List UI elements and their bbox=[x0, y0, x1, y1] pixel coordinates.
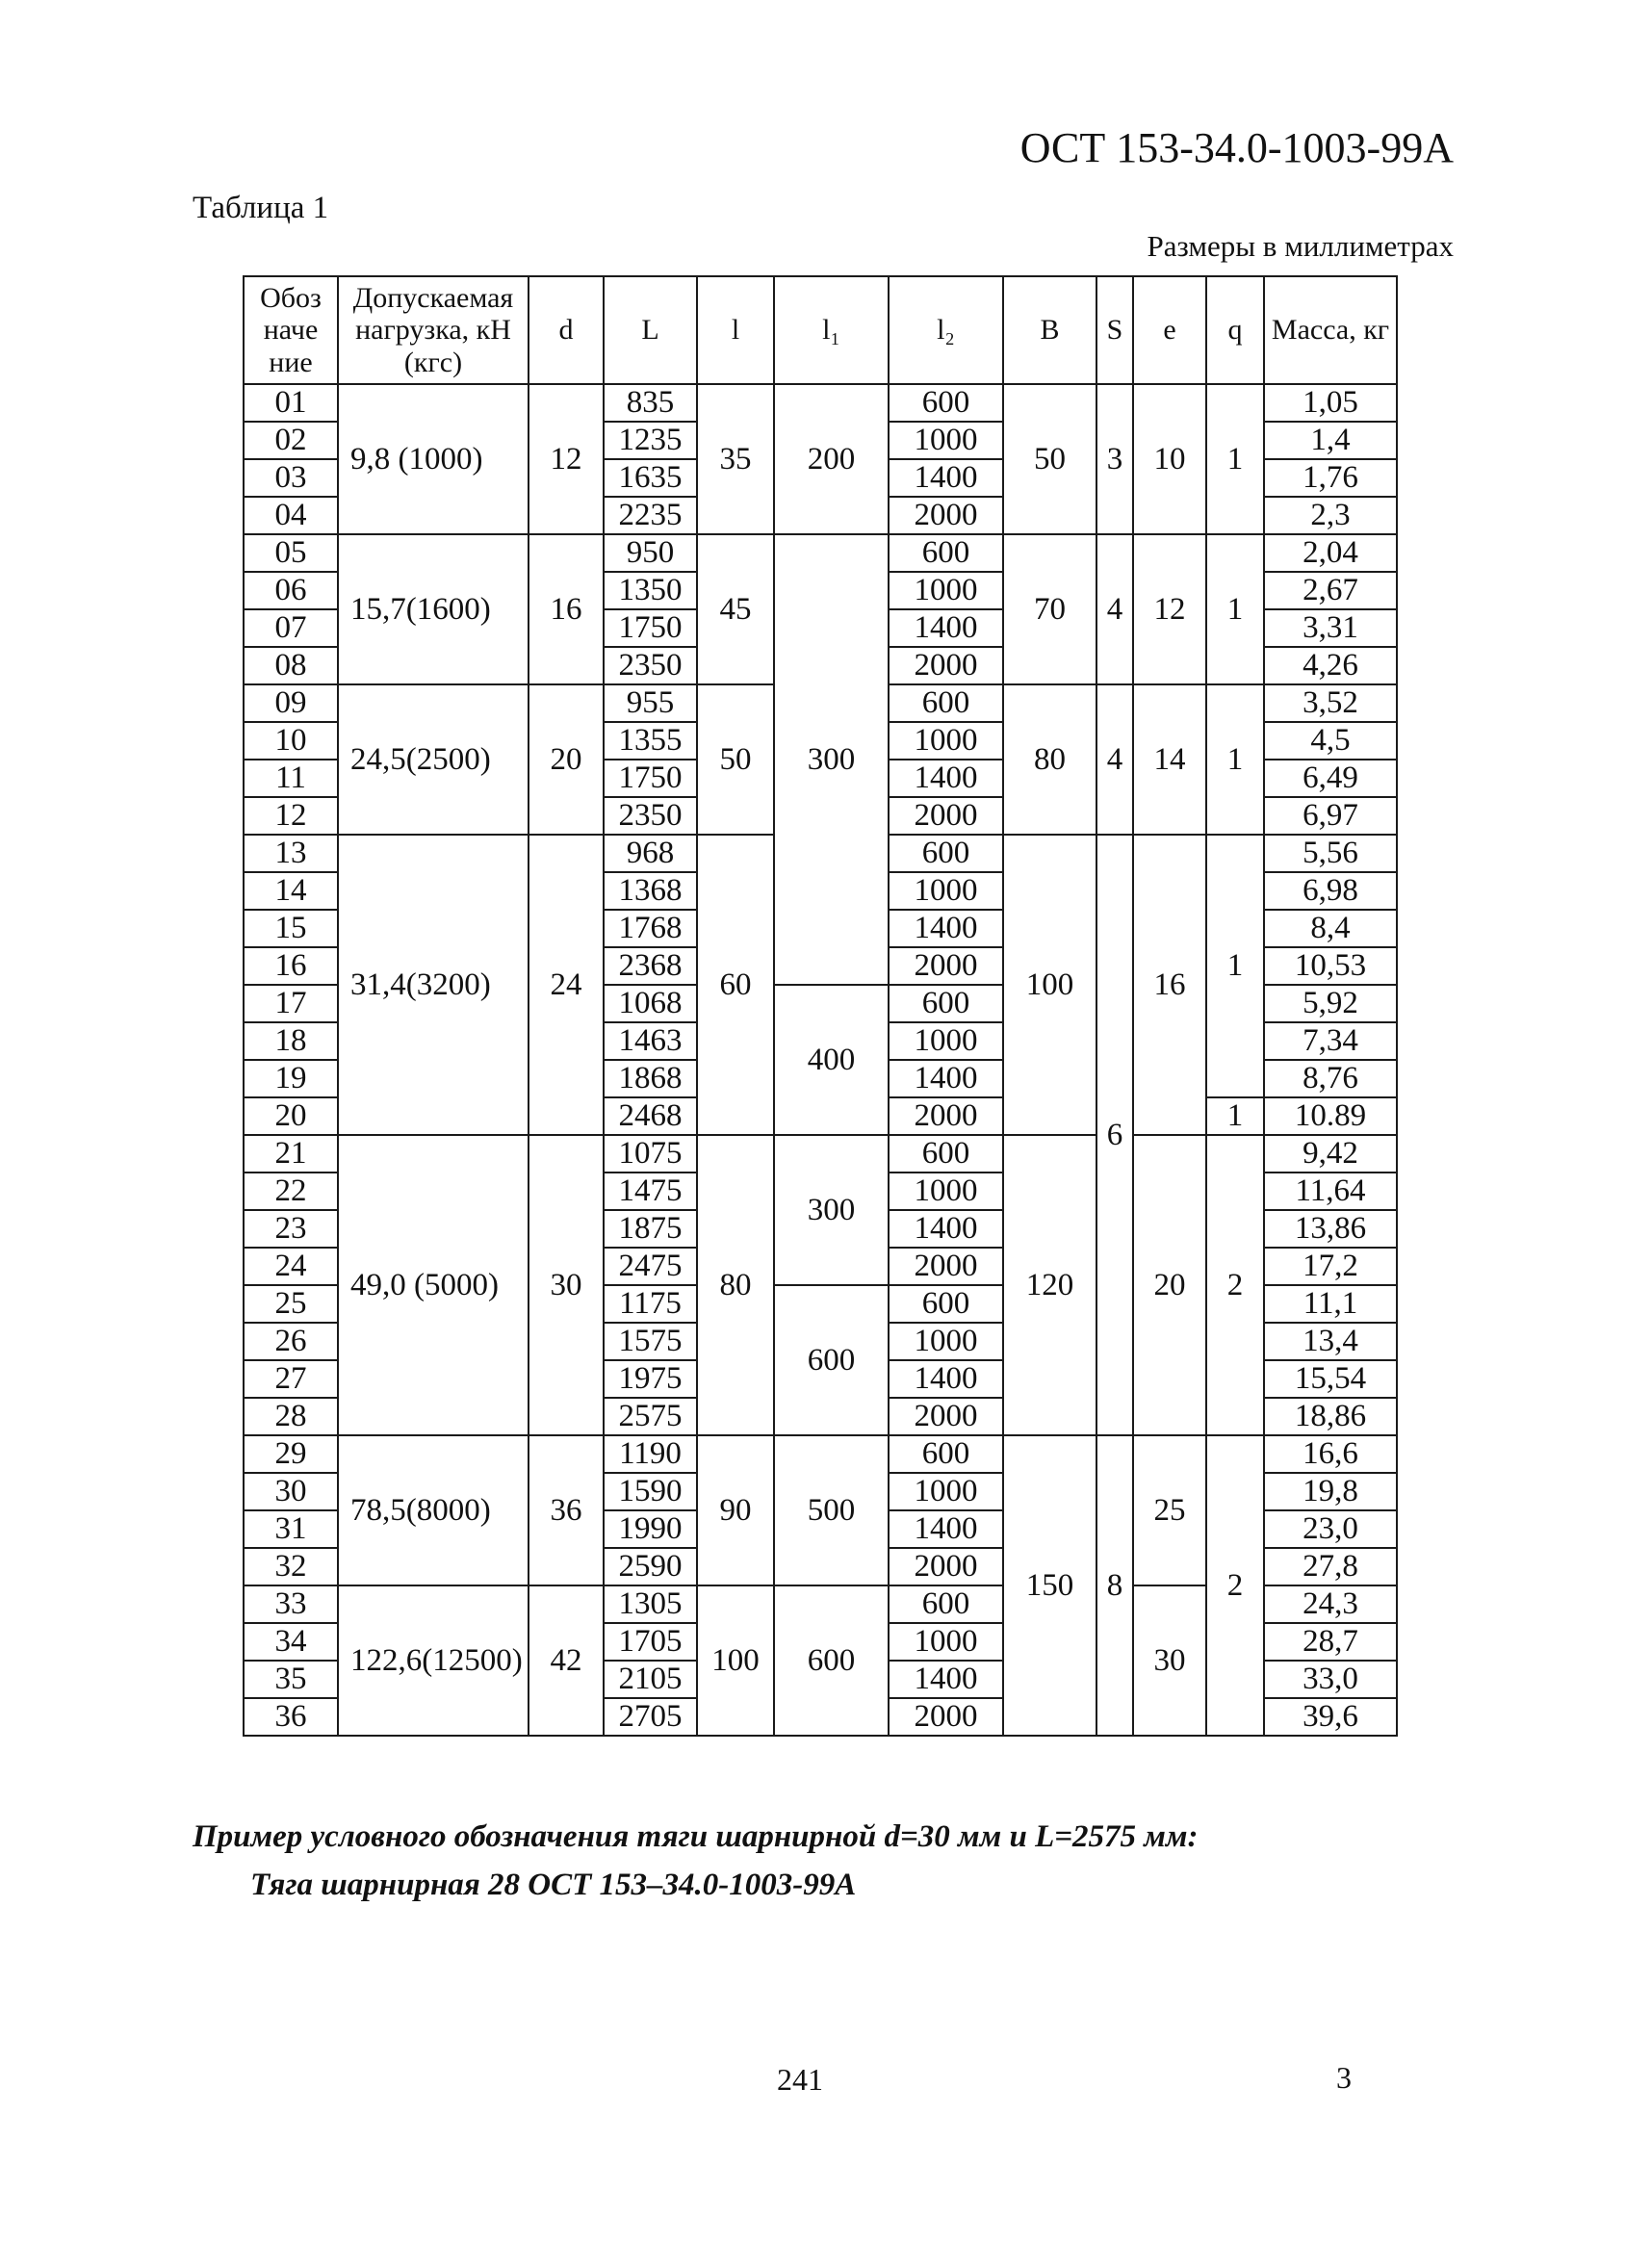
cell-q: 2 bbox=[1206, 1135, 1264, 1435]
cell-mass: 16,6 bbox=[1264, 1435, 1397, 1473]
cell-l2: 600 bbox=[889, 1285, 1003, 1323]
cell-designation: 22 bbox=[244, 1173, 338, 1210]
cell-designation: 08 bbox=[244, 647, 338, 684]
cell-designation: 24 bbox=[244, 1248, 338, 1285]
cell-designation: 07 bbox=[244, 609, 338, 647]
cell-mass: 19,8 bbox=[1264, 1473, 1397, 1510]
cell-L: 1705 bbox=[604, 1623, 697, 1661]
cell-d: 20 bbox=[529, 684, 604, 835]
cell-designation: 16 bbox=[244, 947, 338, 985]
cell-L: 1635 bbox=[604, 459, 697, 497]
cell-l: 90 bbox=[697, 1435, 774, 1585]
cell-l1: 300 bbox=[774, 534, 889, 985]
cell-l2: 2000 bbox=[889, 1398, 1003, 1435]
cell-B: 120 bbox=[1003, 1135, 1096, 1435]
cell-d: 24 bbox=[529, 835, 604, 1135]
table-body bbox=[244, 384, 1397, 1736]
cell-S: 4 bbox=[1096, 684, 1133, 835]
table-row bbox=[244, 534, 1397, 572]
header-designation: Обоз наче ние bbox=[244, 276, 338, 384]
cell-mass: 13,4 bbox=[1264, 1323, 1397, 1360]
cell-load: 78,5(8000) bbox=[338, 1435, 529, 1585]
cell-designation: 19 bbox=[244, 1060, 338, 1097]
cell-designation: 03 bbox=[244, 459, 338, 497]
cell-d: 42 bbox=[529, 1585, 604, 1736]
cell-l2: 2000 bbox=[889, 1548, 1003, 1585]
cell-load: 15,7(1600) bbox=[338, 534, 529, 684]
document-code: ОСТ 153-34.0-1003-99А bbox=[1019, 124, 1454, 171]
cell-L: 1768 bbox=[604, 910, 697, 947]
cell-designation: 13 bbox=[244, 835, 338, 872]
cell-designation: 02 bbox=[244, 422, 338, 459]
cell-designation: 20 bbox=[244, 1097, 338, 1135]
cell-l2: 600 bbox=[889, 1585, 1003, 1623]
cell-l2: 600 bbox=[889, 1435, 1003, 1473]
cell-q: 1 bbox=[1206, 534, 1264, 684]
cell-l2: 1400 bbox=[889, 459, 1003, 497]
example-caption: Пример условного обозначения тяги шарнирной d=30 мм и L=2575 мм: bbox=[193, 1819, 1199, 1854]
cell-designation: 30 bbox=[244, 1473, 338, 1510]
cell-l: 50 bbox=[697, 684, 774, 835]
cell-l2: 1400 bbox=[889, 760, 1003, 797]
cell-load: 9,8 (1000) bbox=[338, 384, 529, 534]
cell-load: 24,5(2500) bbox=[338, 684, 529, 835]
cell-l2: 2000 bbox=[889, 1698, 1003, 1736]
cell-S: 8 bbox=[1096, 1435, 1133, 1736]
cell-L: 1975 bbox=[604, 1360, 697, 1398]
cell-L: 1075 bbox=[604, 1135, 697, 1173]
cell-l2: 600 bbox=[889, 835, 1003, 872]
cell-l1: 600 bbox=[774, 1285, 889, 1435]
cell-e: 30 bbox=[1133, 1585, 1206, 1736]
cell-l2: 1000 bbox=[889, 1623, 1003, 1661]
cell-load: 31,4(3200) bbox=[338, 835, 529, 1135]
cell-q: 1 bbox=[1206, 1097, 1264, 1135]
cell-l2: 600 bbox=[889, 684, 1003, 722]
cell-L: 2350 bbox=[604, 797, 697, 835]
cell-L: 1463 bbox=[604, 1022, 697, 1060]
cell-mass: 24,3 bbox=[1264, 1585, 1397, 1623]
cell-l2: 1000 bbox=[889, 872, 1003, 910]
cell-L: 2468 bbox=[604, 1097, 697, 1135]
header-B: B bbox=[1003, 276, 1096, 384]
cell-designation: 18 bbox=[244, 1022, 338, 1060]
cell-mass: 1,05 bbox=[1264, 384, 1397, 422]
cell-designation: 01 bbox=[244, 384, 338, 422]
sheet-number: 3 bbox=[1336, 2060, 1352, 2095]
cell-L: 2235 bbox=[604, 497, 697, 534]
cell-L: 1590 bbox=[604, 1473, 697, 1510]
units-note: Размеры в миллиметрах bbox=[1147, 229, 1454, 263]
cell-q: 1 bbox=[1206, 384, 1264, 534]
cell-L: 1350 bbox=[604, 572, 697, 609]
cell-l2: 1000 bbox=[889, 722, 1003, 760]
cell-l1: 600 bbox=[774, 1585, 889, 1736]
cell-S: 4 bbox=[1096, 534, 1133, 684]
cell-mass: 8,76 bbox=[1264, 1060, 1397, 1097]
cell-q: 1 bbox=[1206, 684, 1264, 835]
cell-S: 3 bbox=[1096, 384, 1133, 534]
cell-mass: 39,6 bbox=[1264, 1698, 1397, 1736]
cell-designation: 17 bbox=[244, 985, 338, 1022]
cell-L: 2575 bbox=[604, 1398, 697, 1435]
cell-L: 2590 bbox=[604, 1548, 697, 1585]
cell-mass: 6,97 bbox=[1264, 797, 1397, 835]
cell-load: 49,0 (5000) bbox=[338, 1135, 529, 1435]
cell-L: 835 bbox=[604, 384, 697, 422]
cell-mass: 2,67 bbox=[1264, 572, 1397, 609]
cell-l: 45 bbox=[697, 534, 774, 684]
cell-L: 1305 bbox=[604, 1585, 697, 1623]
cell-q: 2 bbox=[1206, 1435, 1264, 1736]
cell-L: 2368 bbox=[604, 947, 697, 985]
cell-d: 16 bbox=[529, 534, 604, 684]
cell-e: 25 bbox=[1133, 1435, 1206, 1585]
cell-L: 2475 bbox=[604, 1248, 697, 1285]
cell-S: 6 bbox=[1096, 835, 1133, 1435]
cell-B: 150 bbox=[1003, 1435, 1096, 1736]
dimensions-table bbox=[243, 275, 1398, 1737]
cell-l2: 1400 bbox=[889, 609, 1003, 647]
cell-l2: 1400 bbox=[889, 1360, 1003, 1398]
cell-designation: 10 bbox=[244, 722, 338, 760]
header-S: S bbox=[1096, 276, 1133, 384]
cell-l2: 2000 bbox=[889, 797, 1003, 835]
cell-L: 1575 bbox=[604, 1323, 697, 1360]
cell-designation: 27 bbox=[244, 1360, 338, 1398]
cell-l1: 400 bbox=[774, 985, 889, 1135]
header-q: q bbox=[1206, 276, 1264, 384]
cell-L: 1875 bbox=[604, 1210, 697, 1248]
cell-l2: 2000 bbox=[889, 647, 1003, 684]
cell-mass: 3,31 bbox=[1264, 609, 1397, 647]
cell-designation: 12 bbox=[244, 797, 338, 835]
table-row bbox=[244, 1435, 1397, 1473]
cell-mass: 9,42 bbox=[1264, 1135, 1397, 1173]
cell-l2: 1000 bbox=[889, 1323, 1003, 1360]
cell-designation: 36 bbox=[244, 1698, 338, 1736]
table-header-row bbox=[244, 276, 1397, 384]
cell-designation: 29 bbox=[244, 1435, 338, 1473]
cell-mass: 33,0 bbox=[1264, 1661, 1397, 1698]
cell-designation: 25 bbox=[244, 1285, 338, 1323]
cell-L: 1990 bbox=[604, 1510, 697, 1548]
cell-mass: 27,8 bbox=[1264, 1548, 1397, 1585]
cell-mass: 15,54 bbox=[1264, 1360, 1397, 1398]
header-l: l bbox=[697, 276, 774, 384]
cell-L: 1750 bbox=[604, 760, 697, 797]
cell-l2: 600 bbox=[889, 985, 1003, 1022]
cell-l2: 600 bbox=[889, 384, 1003, 422]
cell-mass: 10.89 bbox=[1264, 1097, 1397, 1135]
cell-l2: 1000 bbox=[889, 422, 1003, 459]
cell-designation: 09 bbox=[244, 684, 338, 722]
cell-l2: 1000 bbox=[889, 572, 1003, 609]
cell-L: 968 bbox=[604, 835, 697, 872]
cell-designation: 32 bbox=[244, 1548, 338, 1585]
cell-designation: 21 bbox=[244, 1135, 338, 1173]
cell-l2: 1000 bbox=[889, 1473, 1003, 1510]
cell-e: 16 bbox=[1133, 835, 1206, 1135]
cell-designation: 14 bbox=[244, 872, 338, 910]
cell-l2: 2000 bbox=[889, 947, 1003, 985]
cell-mass: 23,0 bbox=[1264, 1510, 1397, 1548]
cell-mass: 6,49 bbox=[1264, 760, 1397, 797]
table-row bbox=[244, 384, 1397, 422]
cell-l1: 300 bbox=[774, 1135, 889, 1285]
cell-designation: 15 bbox=[244, 910, 338, 947]
cell-l2: 1000 bbox=[889, 1173, 1003, 1210]
cell-designation: 04 bbox=[244, 497, 338, 534]
cell-d: 12 bbox=[529, 384, 604, 534]
cell-L: 1355 bbox=[604, 722, 697, 760]
cell-designation: 28 bbox=[244, 1398, 338, 1435]
cell-l2: 600 bbox=[889, 1135, 1003, 1173]
cell-designation: 34 bbox=[244, 1623, 338, 1661]
header-load: Допускаемая нагрузка, кН (кгс) bbox=[338, 276, 529, 384]
cell-mass: 4,5 bbox=[1264, 722, 1397, 760]
cell-B: 50 bbox=[1003, 384, 1096, 534]
cell-l2: 2000 bbox=[889, 497, 1003, 534]
cell-l2: 1400 bbox=[889, 1661, 1003, 1698]
cell-l2: 2000 bbox=[889, 1097, 1003, 1135]
cell-l2: 1000 bbox=[889, 1022, 1003, 1060]
table-title: Таблица 1 bbox=[193, 191, 329, 225]
cell-e: 10 bbox=[1133, 384, 1206, 534]
cell-l2: 1400 bbox=[889, 910, 1003, 947]
cell-mass: 4,26 bbox=[1264, 647, 1397, 684]
cell-mass: 6,98 bbox=[1264, 872, 1397, 910]
cell-mass: 17,2 bbox=[1264, 1248, 1397, 1285]
cell-L: 1175 bbox=[604, 1285, 697, 1323]
cell-mass: 8,4 bbox=[1264, 910, 1397, 947]
table-row bbox=[244, 1135, 1397, 1173]
cell-e: 20 bbox=[1133, 1135, 1206, 1435]
cell-l2: 1400 bbox=[889, 1060, 1003, 1097]
cell-l: 60 bbox=[697, 835, 774, 1135]
cell-mass: 5,92 bbox=[1264, 985, 1397, 1022]
header-L: L bbox=[604, 276, 697, 384]
cell-d: 36 bbox=[529, 1435, 604, 1585]
cell-mass: 28,7 bbox=[1264, 1623, 1397, 1661]
cell-L: 2705 bbox=[604, 1698, 697, 1736]
cell-designation: 33 bbox=[244, 1585, 338, 1623]
cell-L: 1368 bbox=[604, 872, 697, 910]
cell-l1: 500 bbox=[774, 1435, 889, 1585]
cell-L: 1750 bbox=[604, 609, 697, 647]
cell-l: 100 bbox=[697, 1585, 774, 1736]
cell-mass: 2,3 bbox=[1264, 497, 1397, 534]
page-number: 241 bbox=[777, 2062, 823, 2097]
cell-mass: 1,4 bbox=[1264, 422, 1397, 459]
cell-L: 2350 bbox=[604, 647, 697, 684]
cell-q: 1 bbox=[1206, 835, 1264, 1097]
cell-l1: 200 bbox=[774, 384, 889, 534]
cell-mass: 13,86 bbox=[1264, 1210, 1397, 1248]
cell-L: 955 bbox=[604, 684, 697, 722]
cell-L: 1190 bbox=[604, 1435, 697, 1473]
cell-mass: 7,34 bbox=[1264, 1022, 1397, 1060]
cell-L: 1868 bbox=[604, 1060, 697, 1097]
cell-mass: 5,56 bbox=[1264, 835, 1397, 872]
cell-L: 950 bbox=[604, 534, 697, 572]
header-l2: l₂ bbox=[889, 276, 1003, 384]
cell-L: 1235 bbox=[604, 422, 697, 459]
cell-mass: 11,1 bbox=[1264, 1285, 1397, 1323]
cell-l: 80 bbox=[697, 1135, 774, 1435]
cell-d: 30 bbox=[529, 1135, 604, 1435]
cell-mass: 10,53 bbox=[1264, 947, 1397, 985]
cell-B: 70 bbox=[1003, 534, 1096, 684]
cell-L: 1475 bbox=[604, 1173, 697, 1210]
cell-B: 100 bbox=[1003, 835, 1096, 1135]
cell-e: 14 bbox=[1133, 684, 1206, 835]
cell-mass: 3,52 bbox=[1264, 684, 1397, 722]
cell-mass: 1,76 bbox=[1264, 459, 1397, 497]
cell-l2: 1400 bbox=[889, 1210, 1003, 1248]
example-designation: Тяга шарнирная 28 ОСТ 153–34.0-1003-99А bbox=[250, 1868, 857, 1902]
cell-mass: 2,04 bbox=[1264, 534, 1397, 572]
cell-l2: 600 bbox=[889, 534, 1003, 572]
header-l1: l₁ bbox=[774, 276, 889, 384]
cell-designation: 23 bbox=[244, 1210, 338, 1248]
cell-L: 1068 bbox=[604, 985, 697, 1022]
header-e: e bbox=[1133, 276, 1206, 384]
cell-l2: 1400 bbox=[889, 1510, 1003, 1548]
header-mass: Масса, кг bbox=[1264, 276, 1397, 384]
cell-designation: 05 bbox=[244, 534, 338, 572]
cell-designation: 26 bbox=[244, 1323, 338, 1360]
cell-mass: 18,86 bbox=[1264, 1398, 1397, 1435]
cell-load: 122,6(12500) bbox=[338, 1585, 529, 1736]
cell-e: 12 bbox=[1133, 534, 1206, 684]
cell-l: 35 bbox=[697, 384, 774, 534]
header-d: d bbox=[529, 276, 604, 384]
cell-designation: 31 bbox=[244, 1510, 338, 1548]
cell-B: 80 bbox=[1003, 684, 1096, 835]
cell-designation: 35 bbox=[244, 1661, 338, 1698]
cell-mass: 11,64 bbox=[1264, 1173, 1397, 1210]
cell-l2: 2000 bbox=[889, 1248, 1003, 1285]
cell-designation: 06 bbox=[244, 572, 338, 609]
cell-L: 2105 bbox=[604, 1661, 697, 1698]
cell-designation: 11 bbox=[244, 760, 338, 797]
